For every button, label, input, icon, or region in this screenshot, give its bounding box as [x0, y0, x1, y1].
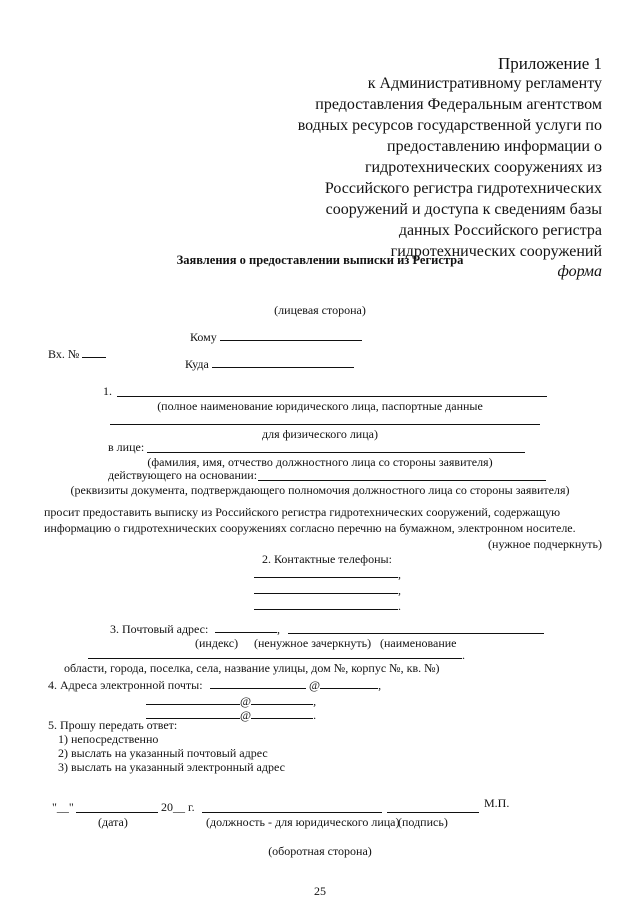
incoming-line — [82, 347, 106, 358]
to-line — [220, 330, 362, 341]
email-domain-line — [251, 694, 313, 705]
phone-line — [254, 567, 398, 578]
email-domain-line — [320, 678, 378, 689]
item1-number: 1. — [103, 384, 112, 398]
phone-line — [254, 599, 398, 610]
request-text-line1: просит предоставить выписку из Российского регистра гидротехнических сооружений, содержащую — [44, 505, 561, 519]
header-line: предоставления Федеральным агентством — [315, 96, 602, 113]
to-label: Кому — [190, 330, 217, 344]
phone-field-2[interactable]: , — [254, 583, 401, 597]
at-sign: @ — [240, 708, 252, 722]
email-field-1[interactable]: @ , — [210, 678, 381, 692]
transfer-option-3[interactable]: 3) выслать на указанный электронный адрес — [58, 760, 285, 774]
postal-name-line[interactable] — [288, 633, 544, 634]
header-line: гидротехнических сооружений — [390, 243, 602, 260]
request-text-line2: информацию о гидротехнических сооружениях согласно перечню на бумажном, электронном носителе. — [44, 521, 576, 535]
front-side-label: (лицевая сторона) — [274, 303, 366, 317]
where-field[interactable] — [185, 357, 354, 371]
header-line: предоставлению информации о — [387, 138, 602, 155]
page-number: 25 — [314, 884, 326, 898]
incoming-number-field[interactable] — [48, 347, 106, 361]
acting-label: действующего на основании: — [108, 468, 258, 482]
email-field-3[interactable]: @ . — [146, 708, 316, 722]
email-domain-line — [251, 708, 313, 719]
signature-line[interactable] — [387, 812, 479, 813]
underline-note: (нужное подчеркнуть) — [488, 537, 602, 551]
caption-postal-2: области, города, поселка, села, название улицы, дом №, корпус №, кв. №) — [64, 661, 440, 675]
caption-name: (полное наименование юридического лица, паспортные данные — [157, 399, 483, 413]
fio-line[interactable] — [147, 452, 525, 453]
date-year-field[interactable]: 20__ г. — [161, 800, 195, 814]
caption-index: (индекс) — [195, 636, 239, 650]
applicant-name-line[interactable] — [117, 396, 547, 397]
date-month-line[interactable] — [76, 812, 158, 813]
where-line — [212, 357, 354, 368]
caption-postal-name: (наименование — [380, 636, 457, 650]
caption-doc: (реквизиты документа, подтверждающего полномочия должностного лица со стороны заявителя) — [70, 483, 570, 497]
postal-label: 3. Почтовый адрес: — [110, 622, 209, 636]
phone-line — [254, 583, 398, 594]
date-day-field[interactable]: "__" — [52, 800, 74, 814]
caption-strike: (ненужное зачеркнуть) — [254, 636, 372, 650]
basis-line[interactable] — [258, 480, 546, 481]
at-sign: @ — [309, 678, 321, 692]
email-field-2[interactable]: @ , — [146, 694, 316, 708]
document-title: Заявления о предоставлении выписки из Регистра — [176, 253, 464, 267]
postal-index-field[interactable]: , — [215, 622, 280, 636]
header-line: данных Российского регистра — [398, 222, 602, 239]
caption-fio: (фамилия, имя, отчество должностного лица со стороны заявителя) — [147, 455, 493, 469]
transfer-option-1[interactable]: 1) непосредственно — [58, 732, 159, 746]
passport-line[interactable] — [110, 424, 540, 425]
phone-field-1[interactable]: , — [254, 567, 401, 581]
form-label: форма — [557, 263, 602, 280]
email-user-line — [146, 694, 240, 705]
caption-individual: для физического лица) — [262, 427, 378, 441]
postal-second-line — [88, 648, 462, 659]
header-line: к Административному регламенту — [367, 75, 602, 92]
header-line: водных ресурсов государственной услуги по — [297, 117, 602, 134]
caption-position: (должность - для юридического лица) — [206, 815, 400, 829]
to-field[interactable] — [190, 330, 362, 344]
email-user-line — [210, 678, 306, 689]
at-sign: @ — [240, 694, 252, 708]
caption-signature: (подпись) — [398, 815, 448, 829]
seal-label: М.П. — [484, 796, 510, 810]
appendix-title: Приложение 1 — [498, 54, 602, 73]
incoming-label: Вх. № — [48, 347, 80, 361]
postal-index-line — [215, 622, 277, 633]
header-line: Российского регистра гидротехнических — [324, 180, 602, 197]
email-label: 4. Адреса электронной почты: — [48, 678, 203, 692]
header-line: сооружений и доступа к сведениям базы — [325, 201, 602, 218]
transfer-label: 5. Прошу передать ответ: — [48, 718, 178, 732]
phones-label: 2. Контактные телефоны: — [262, 552, 392, 566]
header-line: гидротехнических сооружениях из — [364, 159, 602, 176]
caption-date: (дата) — [98, 815, 128, 829]
in-person-label: в лице: — [108, 440, 145, 454]
back-side-label: (оборотная сторона) — [268, 844, 372, 858]
phone-field-3[interactable]: . — [254, 599, 401, 613]
position-line[interactable] — [202, 812, 382, 813]
transfer-option-2[interactable]: 2) выслать на указанный почтовый адрес — [58, 746, 268, 760]
where-label: Куда — [185, 357, 209, 371]
postal-line-2[interactable]: . — [88, 648, 465, 662]
